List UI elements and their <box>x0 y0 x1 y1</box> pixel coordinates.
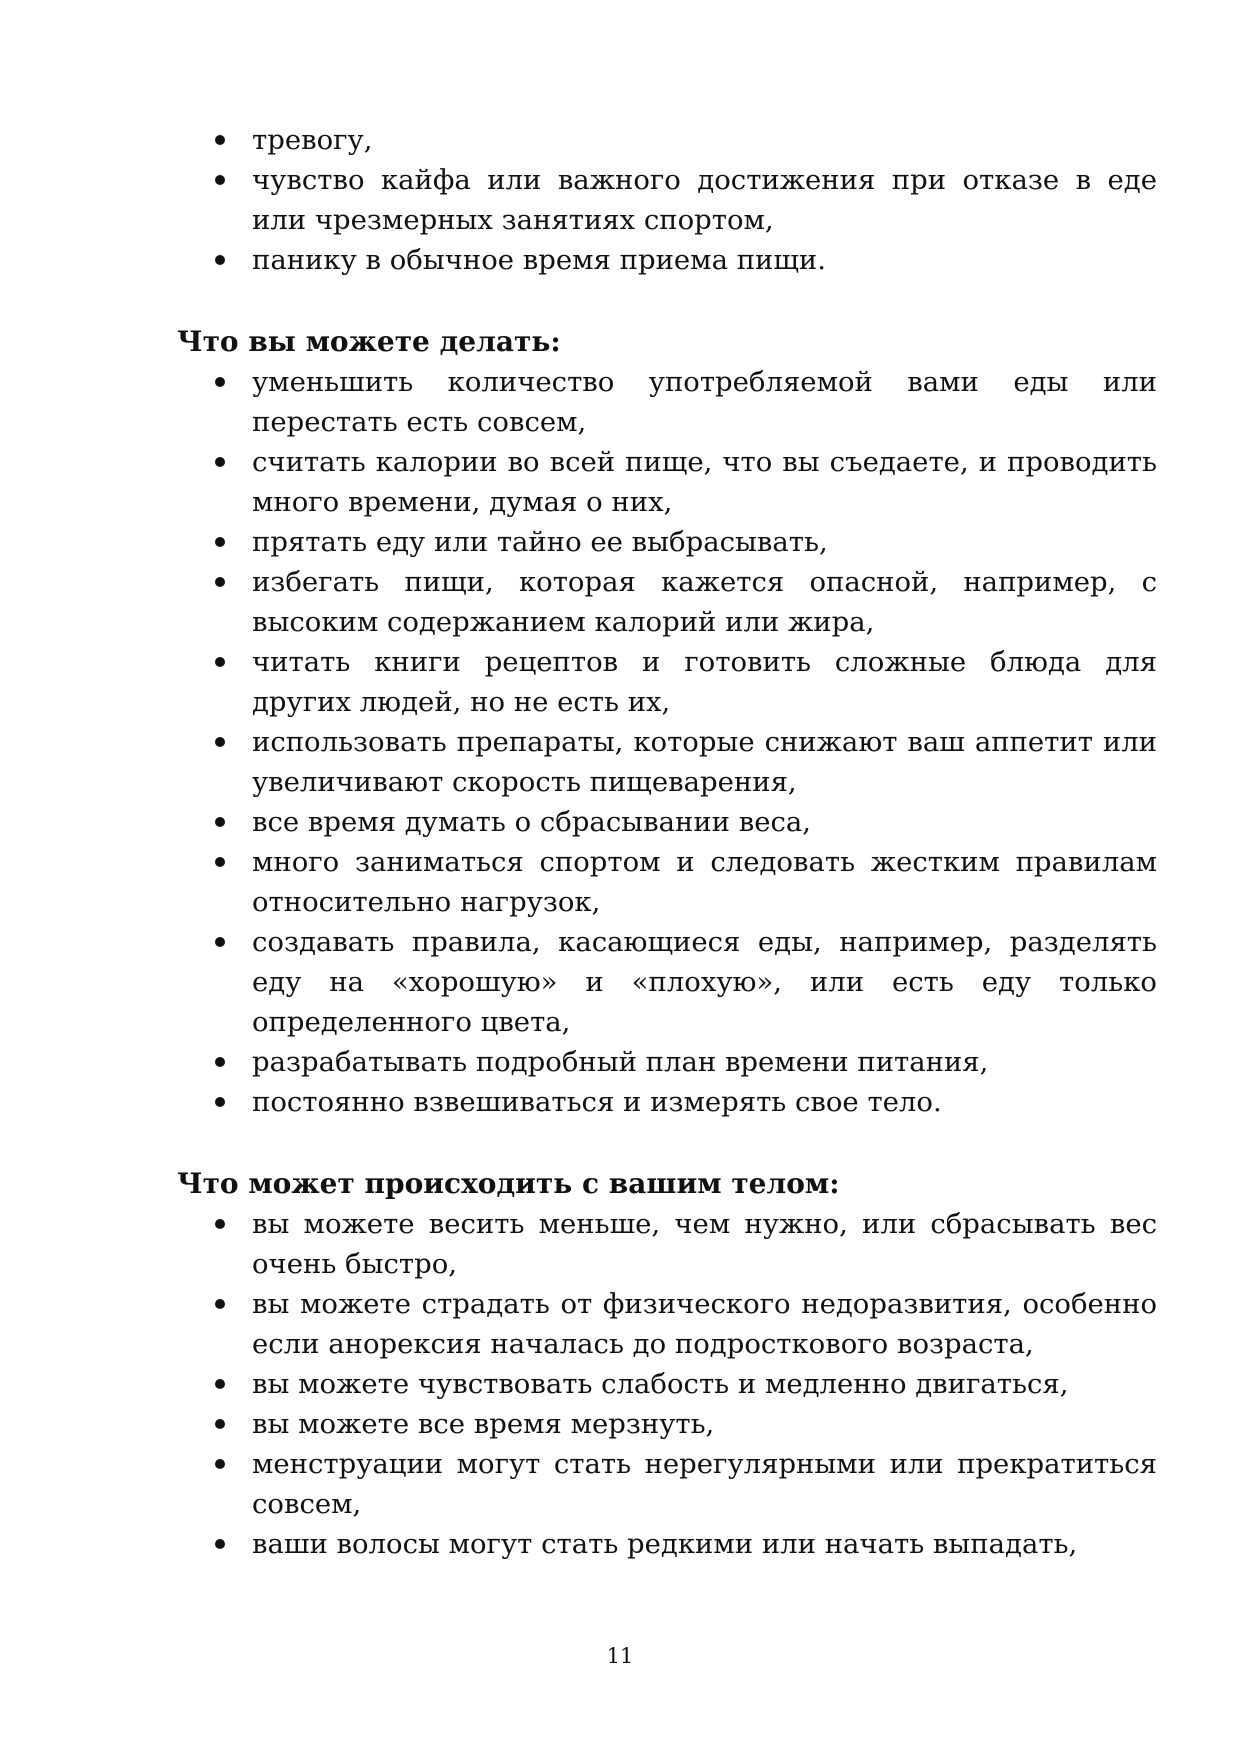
list-item-text: вы можете чувствовать слабость и медленно двигаться, <box>252 1368 1069 1400</box>
list-item-text: избегать пищи, которая кажется опасной, например, с высоким содержанием калорий или жира, <box>252 566 1157 638</box>
bullet-icon <box>215 1419 225 1429</box>
section-heading-actions: Что вы можете делать: <box>177 325 561 358</box>
list-item-text: создавать правила, касающиеся еды, например, разделять еду на «хорошую» и «плохую», или есть еду только определенного цвета, <box>252 926 1157 1038</box>
bullet-icon <box>215 377 225 387</box>
page-number: 11 <box>606 1644 634 1668</box>
bullet-icon <box>215 1299 225 1309</box>
bullet-icon <box>215 255 225 265</box>
list-item-text: использовать препараты, которые снижают ваш аппетит или увеличивают скорость пищеварения, <box>252 726 1157 798</box>
section-spacer <box>177 280 1157 322</box>
list-item-text: все время думать о сбрасывании веса, <box>252 806 812 838</box>
section-heading-body: Что может происходить с вашим телом: <box>177 1167 840 1200</box>
list-item <box>177 120 1157 160</box>
bullet-icon <box>215 857 225 867</box>
body-bullet-list <box>177 1204 1157 1564</box>
list-item-text: вы можете все время мерзнуть, <box>252 1408 715 1440</box>
bullet-icon <box>215 1539 225 1549</box>
bullet-icon <box>215 537 225 547</box>
list-item <box>177 842 1157 922</box>
list-item-text: вы можете страдать от физического недоразвития, особенно если анорексия началась до подросткового возраста, <box>252 1288 1157 1360</box>
list-item <box>177 1444 1157 1524</box>
actions-bullet-list <box>177 362 1157 1122</box>
list-item <box>177 442 1157 522</box>
list-item <box>177 922 1157 1042</box>
bullet-icon <box>215 577 225 587</box>
list-item <box>177 642 1157 722</box>
bullet-icon <box>215 1459 225 1469</box>
bullet-icon <box>215 1057 225 1067</box>
list-item-text: считать калории во всей пище, что вы съедаете, и проводить много времени, думая о них, <box>252 446 1157 518</box>
list-item <box>177 522 1157 562</box>
bullet-icon <box>215 817 225 827</box>
bullet-icon <box>215 937 225 947</box>
list-item-text: менструации могут стать нерегулярными или прекратиться совсем, <box>252 1448 1157 1520</box>
bullet-icon <box>215 457 225 467</box>
continued-bullet-list <box>177 120 1157 280</box>
list-item <box>177 240 1157 280</box>
bullet-icon <box>215 1219 225 1229</box>
bullet-icon <box>215 737 225 747</box>
list-item <box>177 722 1157 802</box>
list-item-text: чувство кайфа или важного достижения при отказе в еде или чрезмерных занятиях спортом, <box>252 164 1157 236</box>
bullet-icon <box>215 1379 225 1389</box>
list-item <box>177 362 1157 442</box>
list-item-text: разрабатывать подробный план времени питания, <box>252 1046 989 1078</box>
page-content <box>177 120 1157 1564</box>
list-item <box>177 1204 1157 1284</box>
list-item <box>177 160 1157 240</box>
list-item-text: уменьшить количество употребляемой вами еды или перестать есть совсем, <box>252 366 1157 438</box>
list-item <box>177 1284 1157 1364</box>
bullet-icon <box>215 1097 225 1107</box>
list-item-text: читать книги рецептов и готовить сложные блюда для других людей, но не есть их, <box>252 646 1157 718</box>
list-item <box>177 1364 1157 1404</box>
list-item-text: много заниматься спортом и следовать жестким правилам относительно нагрузок, <box>252 846 1157 918</box>
bullet-icon <box>215 135 225 145</box>
list-item <box>177 1082 1157 1122</box>
list-item-text: прятать еду или тайно ее выбрасывать, <box>252 526 828 558</box>
list-item <box>177 1042 1157 1082</box>
list-item-text: ваши волосы могут стать редкими или начать выпадать, <box>252 1528 1078 1560</box>
list-item <box>177 562 1157 642</box>
bullet-icon <box>215 175 225 185</box>
list-item-text: тревогу, <box>252 124 373 156</box>
list-item-text: постоянно взвешиваться и измерять свое тело. <box>252 1086 942 1118</box>
list-item <box>177 1404 1157 1444</box>
section-spacer <box>177 1122 1157 1164</box>
list-item-text: панику в обычное время приема пищи. <box>252 244 826 276</box>
bullet-icon <box>215 657 225 667</box>
list-item <box>177 1524 1157 1564</box>
list-item-text: вы можете весить меньше, чем нужно, или сбрасывать вес очень быстро, <box>252 1208 1157 1280</box>
list-item <box>177 802 1157 842</box>
